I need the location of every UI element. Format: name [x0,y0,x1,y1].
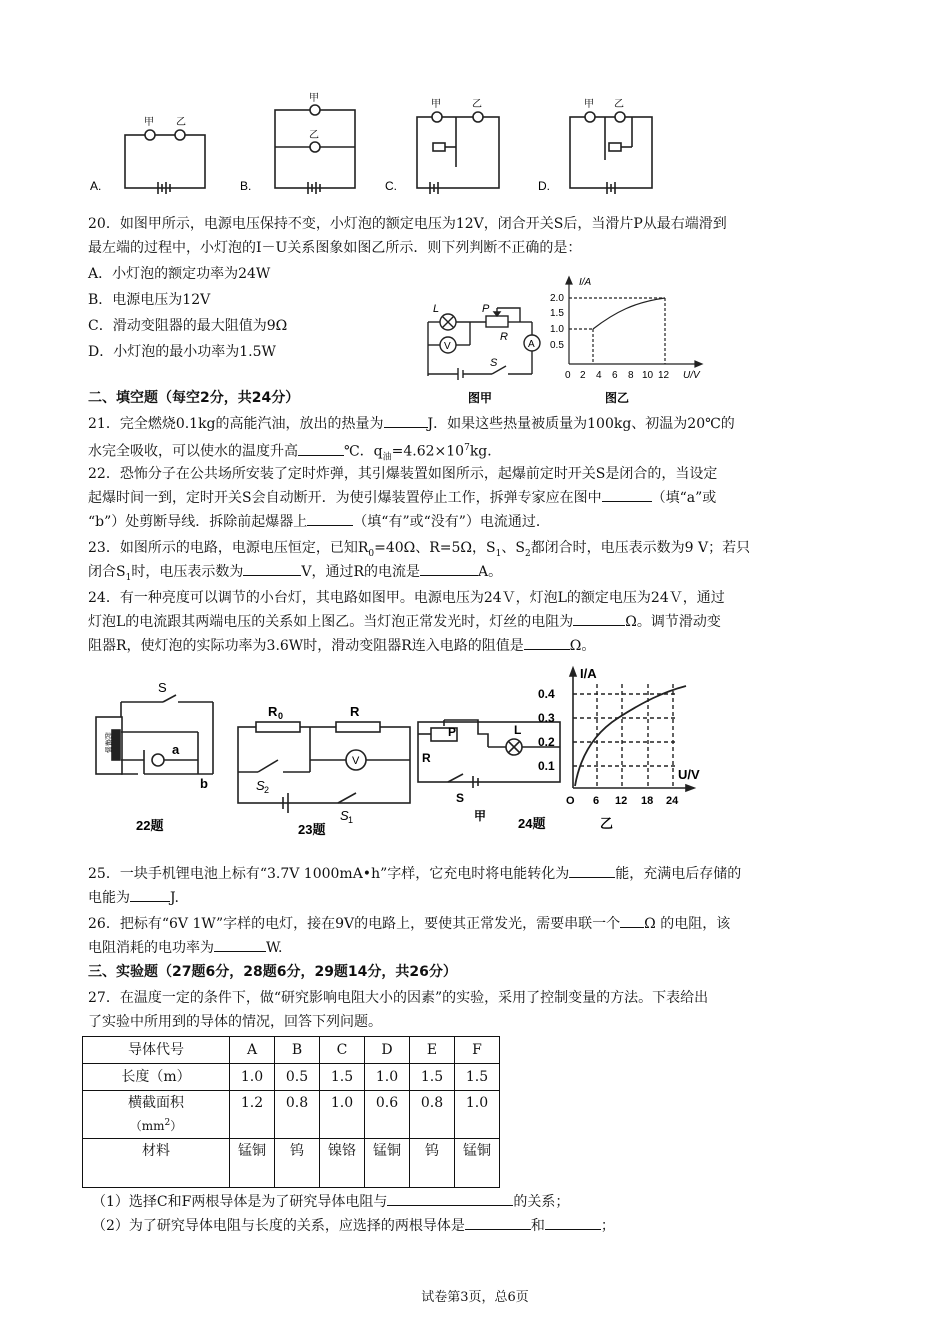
q22-line3: “b”）处剪断导线．拆除前起爆器上 （填“有”或“没有”）电流通过． [88,510,863,534]
table-cell: 镍铬 [320,1139,365,1188]
svg-text:0: 0 [565,370,571,381]
table-cell: 材料 [83,1139,230,1188]
q26-blank-1[interactable] [620,912,644,928]
table-cell: 长度（m） [83,1064,230,1091]
svg-text:R: R [422,751,431,765]
svg-text:甲: 甲 [144,117,154,128]
svg-text:24: 24 [666,795,679,807]
svg-text:V: V [352,755,360,767]
q22-caption: 22题 [136,818,164,833]
q21-line1: 21．完全燃烧0.1kg的高能汽油，放出的热量为 J．如果这些热量被质量为100kg、初温为20℃的 [88,412,863,436]
q27-sub1: （1）选择C和F两根导体是为了研究导体电阻与 的关系； [92,1190,867,1214]
svg-text:6: 6 [612,370,618,381]
q27-conductor-table [82,1036,500,1188]
q25-blank-2[interactable] [130,886,170,902]
svg-text:1: 1 [348,815,354,825]
svg-text:A: A [528,339,535,350]
table-row [83,1139,500,1188]
table-cell: 钨 [275,1139,320,1188]
svg-text:S: S [256,778,265,793]
svg-text:0: 0 [278,711,284,721]
svg-text:I/A: I/A [579,277,592,288]
svg-text:R: R [500,331,508,343]
table-cell: 1.2 [230,1091,275,1139]
table-header-cell: C [320,1037,365,1064]
q24-caption: 24题 [518,816,546,831]
table-row [83,1037,500,1064]
q24-line3: 阻器R，使灯泡的实际功率为3.6W时，滑动变阻器R连入电路的阻值是 Ω。 [88,634,863,658]
svg-text:V: V [444,341,451,352]
q23-blank-1[interactable] [243,560,301,576]
svg-text:L: L [433,303,440,315]
option-c-label: C. [385,179,397,193]
svg-text:0.5: 0.5 [550,340,564,351]
svg-text:10: 10 [642,370,654,381]
q26-line2: 电阻消耗的电功率为 W. [88,936,863,960]
svg-text:乙: 乙 [600,816,614,831]
page-footer: 试卷第3页，总6页 [421,1290,529,1305]
table-cell: 0.5 [275,1064,320,1091]
table-cell: 1.0 [320,1091,365,1139]
svg-text:S: S [158,680,167,695]
option-b-label: B. [240,179,252,193]
svg-text:S: S [456,791,465,805]
q26-blank-2[interactable] [214,936,266,952]
q20-option-d[interactable]: D．小灯泡的最小功率为1.5W [88,344,276,360]
table-cell: 0.8 [410,1091,455,1139]
table-cell: 0.8 [275,1091,320,1139]
svg-text:1.0: 1.0 [550,324,564,335]
svg-text:P: P [482,303,490,315]
section2-title: 二、填空题（每空2分，共24分） [88,390,300,406]
svg-text:R: R [350,704,360,719]
svg-text:L: L [514,723,522,737]
q22-line2: 起爆时间一到，定时开关S会自动断开．为使引爆装置停止工作，拆弹专家应在图中 （填“a”或 [88,486,863,510]
svg-text:18: 18 [641,795,654,807]
svg-text:甲: 甲 [309,93,319,104]
q25-line2: 电能为 J. [88,886,863,910]
svg-text:P: P [448,725,457,739]
svg-text:R: R [268,704,278,719]
option-a-label: A. [90,179,102,193]
svg-text:S: S [490,357,498,369]
q24-blank-2[interactable] [524,634,570,650]
q24-line2: 灯泡L的电流跟其两端电压的关系如上图乙。当灯泡正常发光时，灯丝的电阻为 Ω。调节滑动变 [88,610,863,634]
q27-sub2: （2）为了研究导体电阻与长度的关系，应选择的两根导体是 和 ； [92,1214,867,1238]
table-cell: 钨 [410,1139,455,1188]
q20-line2: 最左端的过程中，小灯泡的I－U关系图象如图乙所示．则下列判断不正确的是： [88,240,582,256]
q27-line2: 了实验中所用到的导体的情况，回答下列问题。 [88,1014,382,1030]
q20-option-b[interactable]: B．电源电压为12V [88,292,211,308]
svg-text:2: 2 [264,785,270,795]
table-cell: 1.0 [365,1064,410,1091]
svg-text:乙: 乙 [309,130,319,141]
table-cell: 横截面积 $(mm^2)$ [83,1091,230,1139]
table-row [83,1064,500,1091]
table-header-cell: D [365,1037,410,1064]
svg-text:4: 4 [596,370,602,381]
q21-line2: 水完全吸收，可以使水的温度升高 ℃．$q_油=4.62\times 10^7kg$． [88,436,863,469]
svg-text:8: 8 [628,370,634,381]
q20-option-c[interactable]: C．滑动变阻器的最大阻值为9Ω [88,318,288,334]
table-cell: 锰铜 [365,1139,410,1188]
svg-text:0.4: 0.4 [538,687,555,701]
q21-blank-2[interactable] [298,440,344,456]
svg-text:2.0: 2.0 [550,293,564,304]
svg-text:甲: 甲 [431,99,441,110]
q23-line1: 23．如图所示的电路，电源电压恒定，已知$R_0=40\Omega$、R=5Ω，$S_1$、$S_2$都闭合时，电压表示数为9 V；若只 [88,540,751,559]
table-header-cell: B [275,1037,320,1064]
table-cell: 1.5 [410,1064,455,1091]
table-header-cell: A [230,1037,275,1064]
q22-blank-1[interactable] [602,486,652,502]
q22-line1: 22．恐怖分子在公共场所安装了定时炸弹，其引爆装置如图所示，起爆前定时开关S是闭合的，当设定 [88,466,718,482]
q27-blank-2[interactable] [465,1214,531,1230]
q25-line1: 25．一块手机锂电池上标有“3.7V 1000mA•h”字样，它充电时将电能转化为 能，充满电后存储的 [88,862,863,886]
q22-blank-2[interactable] [307,510,353,526]
svg-text:甲: 甲 [584,99,594,110]
q20-line1: 20．如图甲所示，电源电压保持不变，小灯泡的额定电压为12V，闭合开关S后，当滑片P从最右端滑到 [88,216,727,232]
svg-text:b: b [200,776,208,791]
q27-blank-1[interactable] [387,1190,513,1206]
svg-text:0.3: 0.3 [538,711,555,725]
svg-text:乙: 乙 [176,117,186,128]
table-row [83,1091,500,1139]
svg-text:起爆器: 起爆器 [104,732,111,753]
q23-line2: 闭合$S_1$时，电压表示数为 V，通过R的电流是 A。 [88,560,863,590]
table-header-cell: F [455,1037,500,1064]
q20-option-a[interactable]: A．小灯泡的额定功率为24W [88,266,271,282]
svg-text:12: 12 [615,795,628,807]
svg-text:甲: 甲 [474,809,487,823]
svg-text:O: O [566,795,575,807]
svg-text:2: 2 [580,370,586,381]
q25-blank-1[interactable] [569,862,615,878]
section3-title: 三、实验题（27题6分，28题6分，29题14分，共26分） [88,964,457,980]
svg-text:12: 12 [658,370,670,381]
svg-text:S: S [340,808,349,823]
svg-text:1.5: 1.5 [550,308,564,319]
table-cell: 0.6 [365,1091,410,1139]
table-cell: 锰铜 [455,1139,500,1188]
svg-text:I/A: I/A [580,666,597,681]
table-header-cell: E [410,1037,455,1064]
q19-option-figures [80,85,680,200]
q27-line1: 27．在温度一定的条件下，做“研究影响电阻大小的因素”的实验，采用了控制变量的方法。下表给出 [88,990,709,1006]
svg-text:U/V: U/V [683,370,700,381]
svg-text:乙: 乙 [614,99,624,110]
table-header-cell: 导体代号 [83,1037,230,1064]
q26-line1: 26．把标有“6V 1W”字样的电灯，接在9V的电路上，要使其正常发光，需要串联一个 Ω 的电阻，该 [88,912,863,936]
q24-blank-1[interactable] [573,610,625,626]
q21-blank-1[interactable] [384,412,428,428]
svg-text:0.2: 0.2 [538,735,555,749]
fig-yi-caption: 图乙 [605,391,630,405]
q23-caption: 23题 [298,822,326,837]
table-cell: 1.0 [455,1091,500,1139]
svg-text:6: 6 [593,795,600,807]
svg-text:乙: 乙 [472,99,482,110]
table-cell: 锰铜 [230,1139,275,1188]
svg-text:a: a [172,742,180,757]
table-cell: 1.5 [455,1064,500,1091]
table-cell: 1.0 [230,1064,275,1091]
svg-text:0.1: 0.1 [538,759,555,773]
q27-blank-3[interactable] [545,1214,601,1230]
svg-text:U/V: U/V [678,767,700,782]
table-cell: 1.5 [320,1064,365,1091]
q22-24-figures [88,662,708,840]
fig-jia-caption: 图甲 [468,391,493,405]
q24-line1: 24．有一种亮度可以调节的小台灯，其电路如图甲。电源电压为24Ｖ，灯泡L的额定电压为24Ｖ，通过 [88,590,725,606]
option-d-label: D. [538,179,550,193]
q23-blank-2[interactable] [420,560,478,576]
